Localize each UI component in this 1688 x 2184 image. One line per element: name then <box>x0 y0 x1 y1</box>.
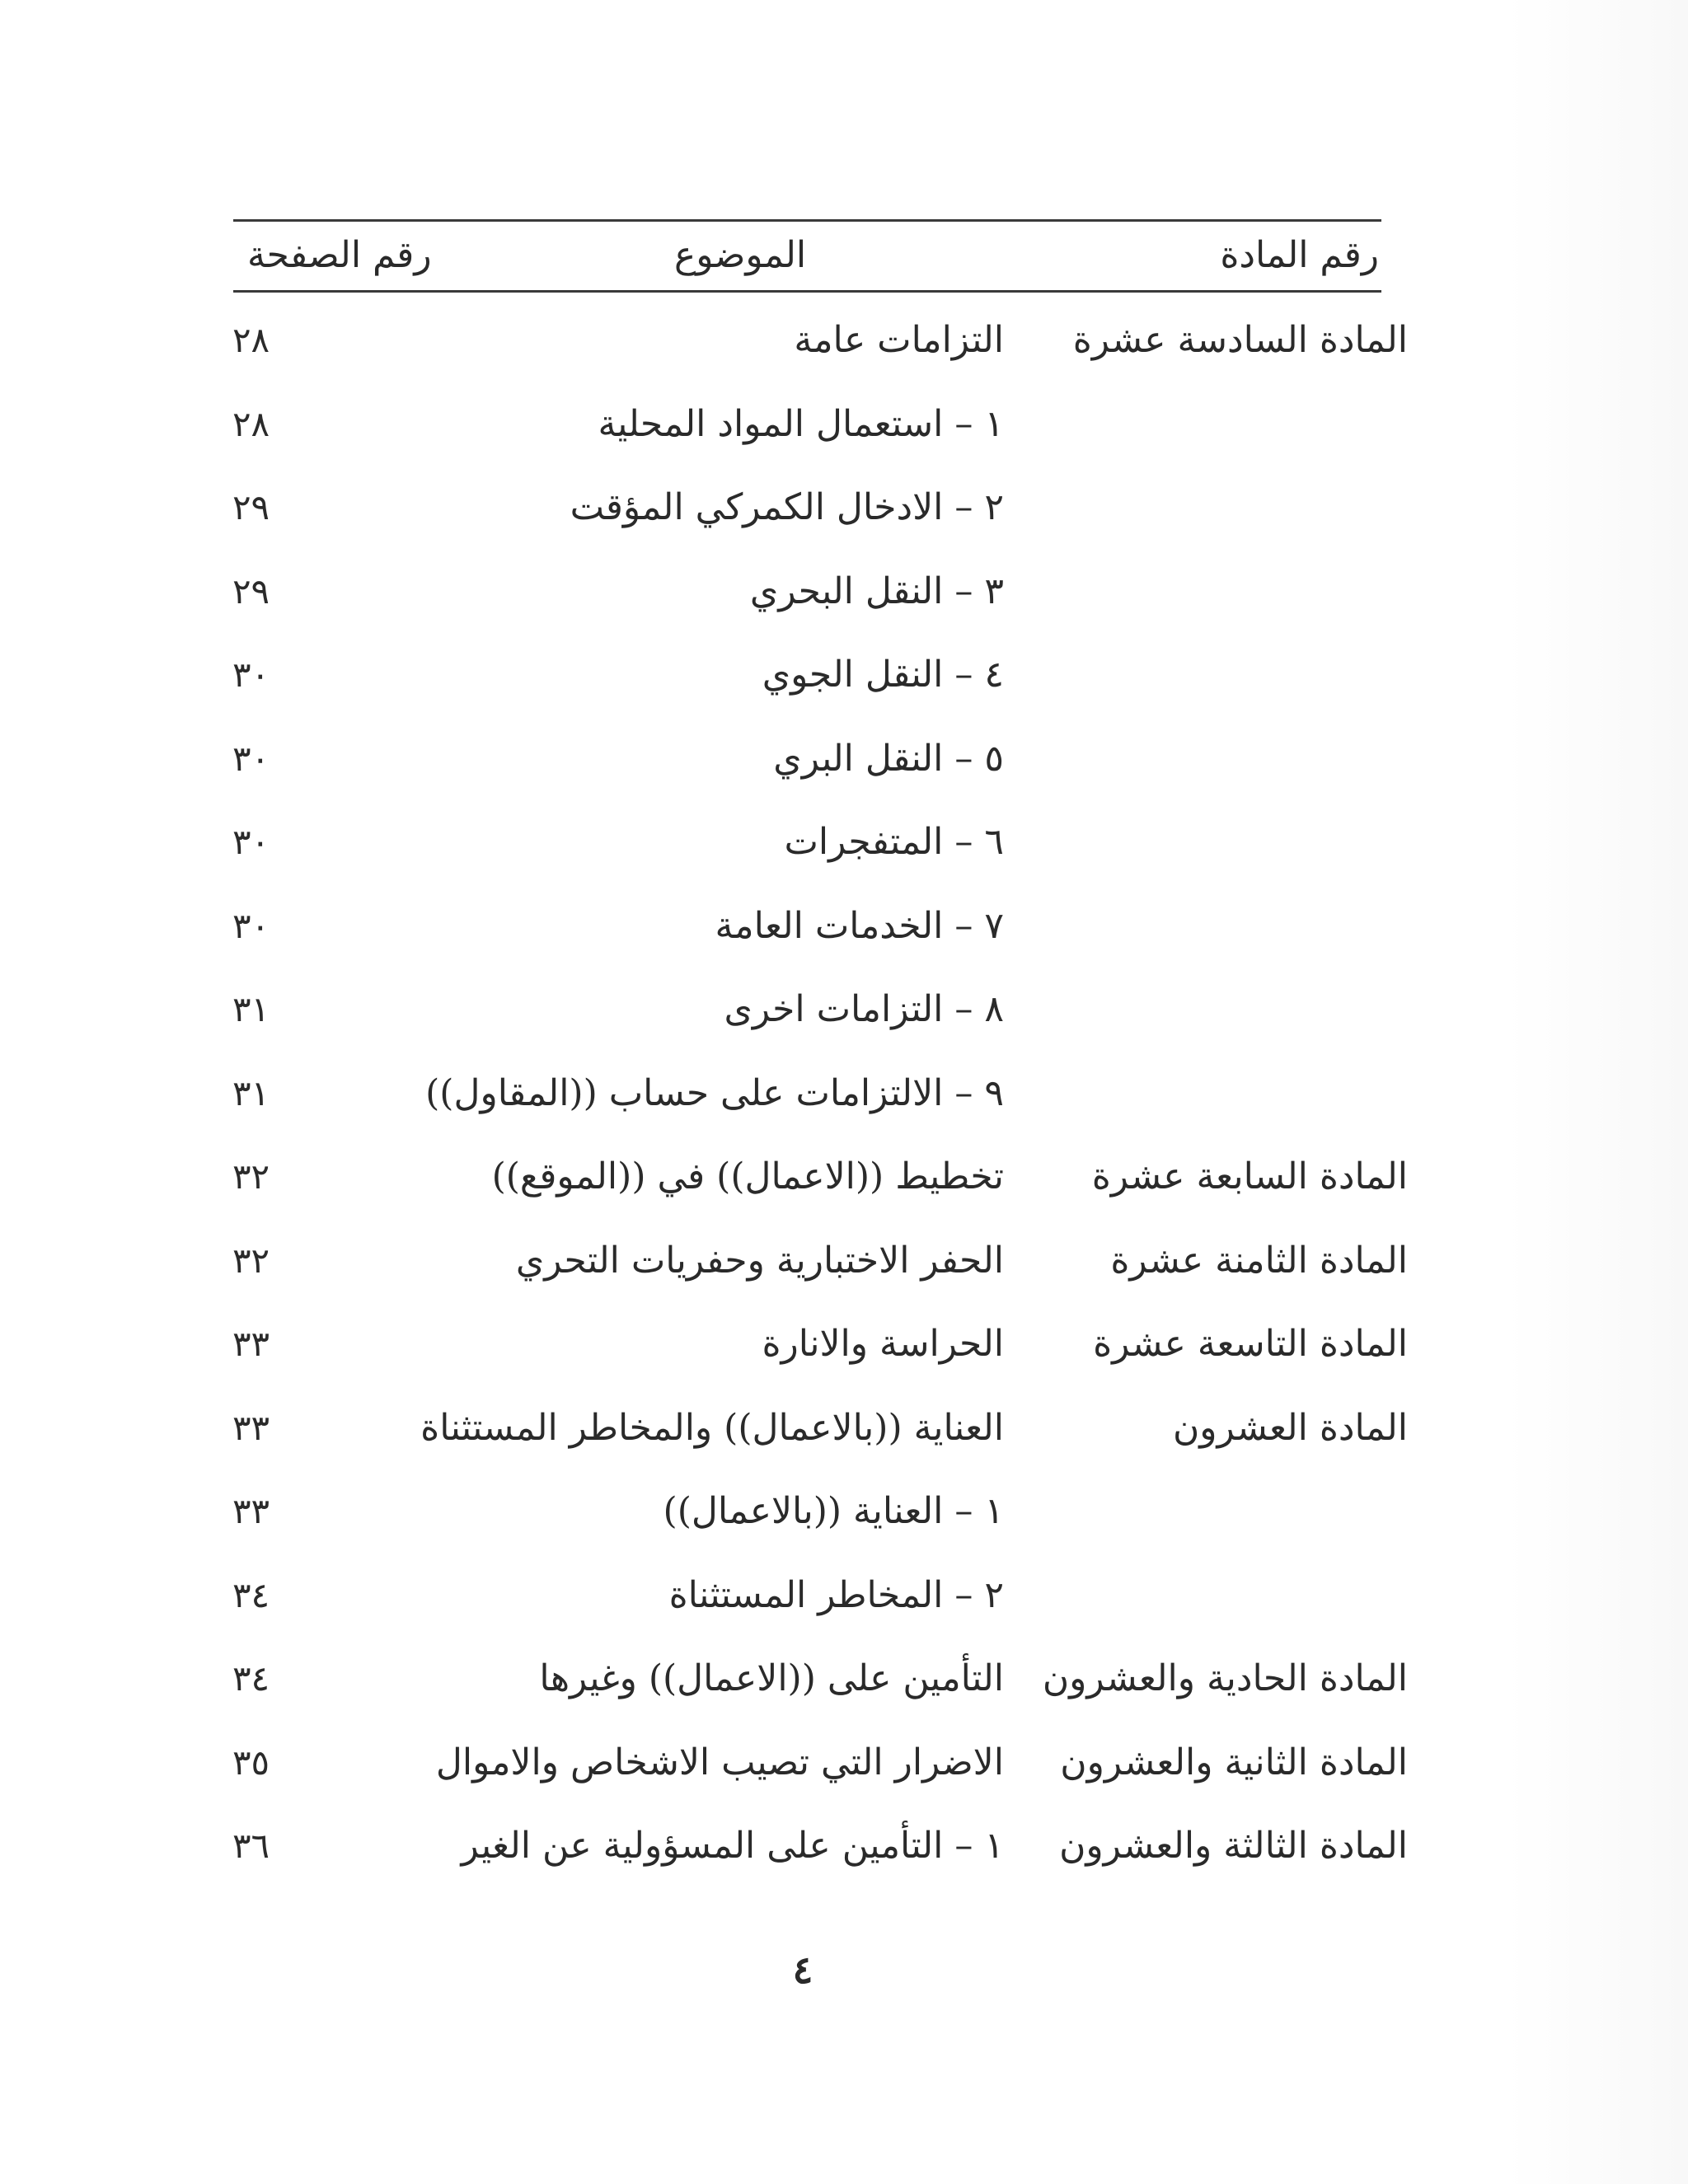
toc-page-cell: ٣٢ <box>232 1156 270 1197</box>
toc-page-cell: ٣١ <box>232 1073 270 1113</box>
toc-article-cell: المادة الحادية والعشرون <box>1042 1657 1408 1699</box>
toc-subject-cell: ١ – العناية ((بالاعمال)) <box>663 1490 1004 1532</box>
toc-page-cell: ٢٨ <box>232 404 270 444</box>
toc-subject-cell: التزامات عامة <box>794 319 1004 361</box>
toc-page-cell: ٣٣ <box>232 1408 270 1448</box>
toc-subject-cell: ١ – استعمال المواد المحلية <box>598 403 1004 445</box>
toc-page-cell: ٣٤ <box>232 1575 270 1615</box>
toc-page-cell: ٢٩ <box>232 487 270 527</box>
toc-row <box>0 889 1688 963</box>
toc-subject-cell: ٦ – المتفجرات <box>784 821 1004 863</box>
toc-row <box>0 1307 1688 1381</box>
toc-row <box>0 805 1688 879</box>
toc-page-cell: ٣٥ <box>232 1742 270 1783</box>
toc-subject-cell: تخطيط ((الاعمال)) في ((الموقع)) <box>491 1155 1004 1197</box>
footer-page-number: ٤ <box>792 1947 814 1992</box>
toc-row <box>0 1642 1688 1716</box>
toc-article-cell: المادة الثالثة والعشرون <box>1059 1825 1408 1867</box>
toc-page-cell: ٣٢ <box>232 1240 270 1281</box>
toc-page-cell: ٣٠ <box>232 654 270 695</box>
toc-article-cell: المادة التاسعة عشرة <box>1093 1323 1408 1365</box>
toc-row <box>0 1726 1688 1800</box>
toc-row <box>0 1140 1688 1214</box>
toc-page-cell: ٢٨ <box>232 320 270 360</box>
toc-page-cell: ٣١ <box>232 989 270 1029</box>
toc-article-cell: المادة السابعة عشرة <box>1091 1155 1408 1197</box>
toc-subject-cell: ٢ – الادخال الكمركي المؤقت <box>570 486 1004 528</box>
toc-page-cell: ٣٣ <box>232 1324 270 1364</box>
toc-subject-cell: ٤ – النقل الجوي <box>762 654 1004 696</box>
toc-row <box>0 1809 1688 1883</box>
toc-page-cell: ٣٤ <box>232 1658 270 1699</box>
toc-article-cell: المادة الثامنة عشرة <box>1110 1240 1408 1282</box>
toc-subject-cell: الحفر الاختبارية وحفريات التحري <box>515 1240 1004 1282</box>
toc-row <box>0 555 1688 629</box>
toc-subject-cell: ١ – التأمين على المسؤولية عن الغير <box>461 1825 1004 1867</box>
toc-row <box>0 1391 1688 1465</box>
toc-row <box>0 303 1688 377</box>
toc-subject-cell: ٧ – الخدمات العامة <box>715 905 1004 947</box>
toc-row <box>0 1057 1688 1131</box>
toc-page-cell: ٣٠ <box>232 738 270 779</box>
toc-page-cell: ٣٦ <box>232 1825 270 1866</box>
toc-article-cell: المادة الثانية والعشرون <box>1060 1741 1408 1783</box>
toc-subject-cell: ٢ – المخاطر المستثناة <box>668 1574 1004 1616</box>
toc-page-cell: ٢٩ <box>232 571 270 612</box>
toc-subject-cell: ٨ – التزامات اخرى <box>724 988 1004 1030</box>
toc-subject-cell: العناية ((بالاعمال)) والمخاطر المستثناة <box>420 1407 1004 1449</box>
toc-row <box>0 1474 1688 1549</box>
header-article-number: رقم المادة <box>1220 234 1379 276</box>
toc-row <box>0 471 1688 545</box>
toc-row <box>0 387 1688 462</box>
header-subject: الموضوع <box>674 234 807 276</box>
toc-row <box>0 722 1688 796</box>
toc-page-cell: ٣٠ <box>232 822 270 862</box>
toc-page-cell: ٣٠ <box>232 906 270 946</box>
toc-page-cell: ٣٣ <box>232 1491 270 1531</box>
toc-row <box>0 1558 1688 1633</box>
toc-subject-cell: الاضرار التي تصيب الاشخاص والاموال <box>435 1741 1004 1783</box>
toc-article-cell: المادة العشرون <box>1172 1407 1408 1449</box>
toc-row <box>0 1224 1688 1298</box>
toc-subject-cell: الحراسة والانارة <box>762 1323 1004 1365</box>
toc-row <box>0 638 1688 712</box>
header-page-number: رقم الصفحة <box>247 234 432 276</box>
toc-row <box>0 972 1688 1047</box>
toc-article-cell: المادة السادسة عشرة <box>1072 319 1408 361</box>
toc-subject-cell: ٣ – النقل البحري <box>749 570 1004 612</box>
toc-subject-cell: ٩ – الالتزامات على حساب ((المقاول)) <box>425 1072 1004 1114</box>
toc-subject-cell: ٥ – النقل البري <box>773 738 1004 780</box>
toc-subject-cell: التأمين على ((الاعمال)) وغيرها <box>539 1657 1004 1699</box>
